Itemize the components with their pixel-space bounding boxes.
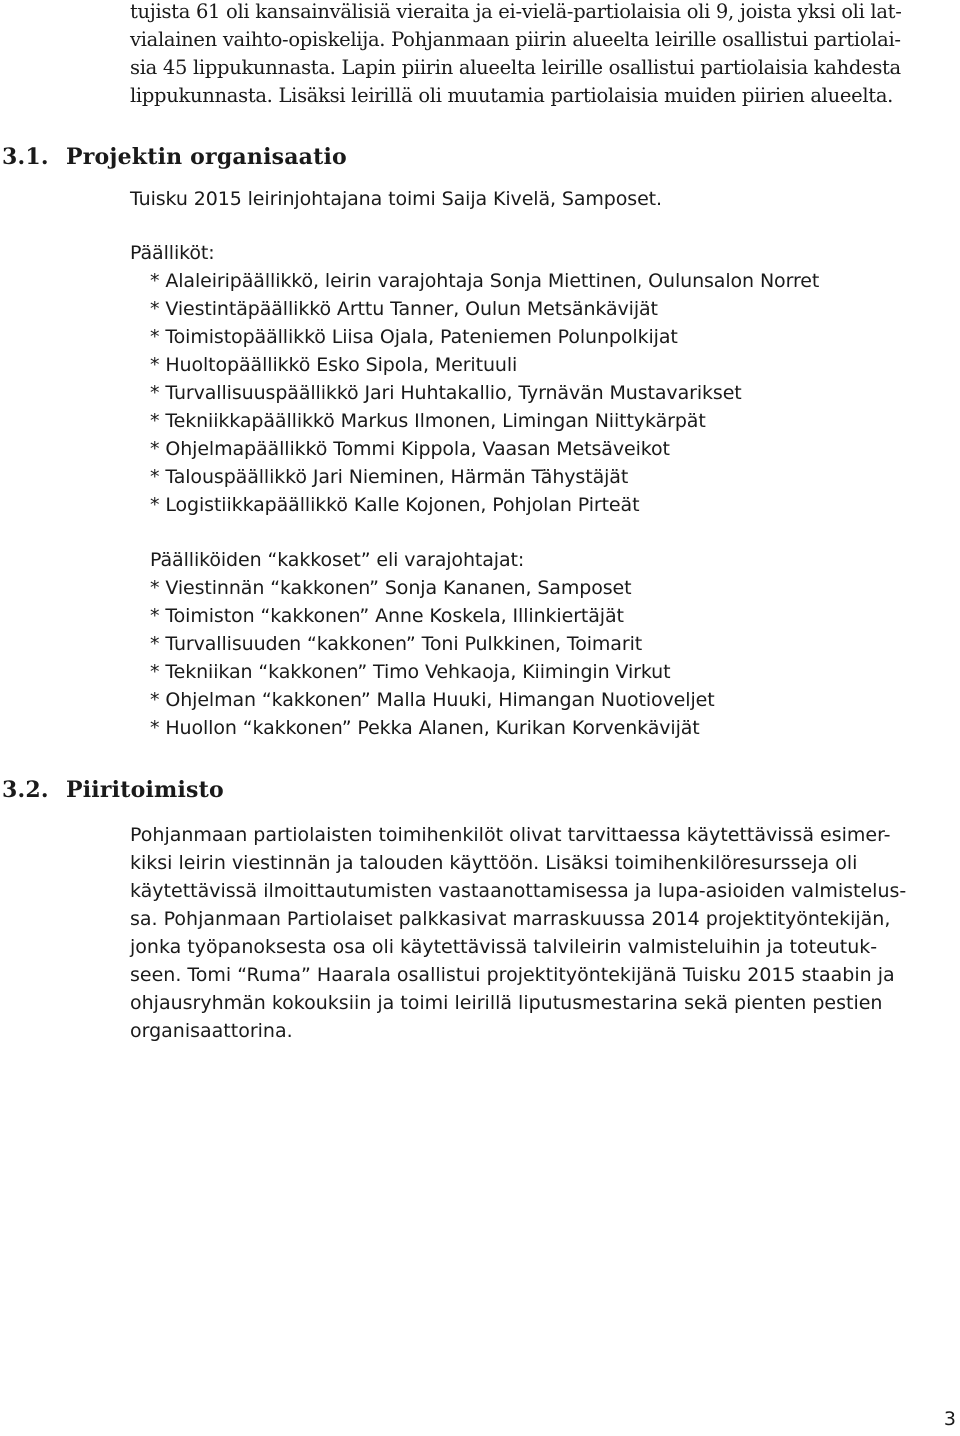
camp-leader-line: Tuisku 2015 leirinjohtajana toimi Saija Kivelä, Samposet. [130, 188, 662, 210]
list-item: * Alaleiripäällikkö, leirin varajohtaja Sonja Miettinen, Oulunsalon Norret [150, 270, 820, 292]
list-item: * Logistiikkapäällikkö Kalle Kojonen, Pohjolan Pirteät [150, 494, 640, 516]
section-heading-3-2 [0, 777, 224, 803]
section-number: 3.1. [2, 144, 49, 170]
chiefs-heading: Päälliköt: [130, 242, 215, 264]
list-item: * Tekniikan “kakkonen” Timo Vehkaoja, Kiimingin Virkut [150, 661, 671, 683]
paragraph-line: Pohjanmaan partiolaisten toimihenkilöt olivat tarvittaessa käytettävissä esimer- [130, 824, 891, 846]
paragraph-line: käytettävissä ilmoittautumisten vastaanottamisessa ja lupa-asioiden valmistelus- [130, 880, 907, 902]
paragraph-line: sa. Pohjanmaan Partiolaiset palkkasivat marraskuussa 2014 projektityöntekijän, [130, 908, 891, 930]
deputies-heading: Päälliköiden “kakkoset” eli varajohtajat: [150, 549, 525, 571]
paragraph-line: kiksi leirin viestinnän ja talouden käyttöön. Lisäksi toimihenkilöresursseja oli [130, 852, 858, 874]
section-number: 3.2. [2, 777, 49, 803]
intro-line: tujista 61 oli kansainvälisiä vieraita ja ei-vielä-partiolaisia oli 9, joista yksi oli lat- [130, 0, 902, 23]
intro-line: sia 45 lippukunnasta. Lapin piirin alueelta leirille osallistui partiolaisia kahdesta [130, 56, 901, 79]
list-item: * Turvallisuuspäällikkö Jari Huhtakallio, Tyrnävän Mustavarikset [150, 382, 742, 404]
intro-line: lippukunnasta. Lisäksi leirillä oli muutamia partiolaisia muiden piirien alueelta. [130, 84, 894, 107]
list-item: * Ohjelman “kakkonen” Malla Huuki, Himangan Nuotioveljet [150, 689, 715, 711]
paragraph-line: seen. Tomi “Ruma” Haarala osallistui projektityöntekijänä Tuisku 2015 staabin ja [130, 964, 895, 986]
list-item: * Turvallisuuden “kakkonen” Toni Pulkkinen, Toimarit [150, 633, 643, 655]
section-title: Piiritoimisto [66, 777, 224, 803]
list-item: * Talouspäällikkö Jari Nieminen, Härmän Tähystäjät [150, 466, 629, 488]
list-item: * Toimistopäällikkö Liisa Ojala, Pateniemen Polunpolkijat [150, 326, 678, 348]
list-item: * Ohjelmapäällikkö Tommi Kippola, Vaasan Metsäveikot [150, 438, 670, 460]
paragraph-line: ohjausryhmän kokouksiin ja toimi leirillä liputusmestarina sekä pienten pestien [130, 992, 883, 1014]
paragraph-line: jonka työpanoksesta osa oli käytettävissä talvileirin valmisteluihin ja toteutuk- [130, 936, 878, 958]
list-item: * Toimiston “kakkonen” Anne Koskela, Illinkiertäjät [150, 605, 624, 627]
page-number: 3 [943, 1408, 956, 1430]
section-heading-3-1 [0, 144, 347, 170]
list-item: * Huollon “kakkonen” Pekka Alanen, Kurikan Korvenkävijät [150, 717, 700, 739]
list-item: * Tekniikkapäällikkö Markus Ilmonen, Limingan Niittykärpät [150, 410, 706, 432]
paragraph-line: organisaattorina. [130, 1020, 293, 1042]
list-item: * Viestintäpäällikkö Arttu Tanner, Oulun Metsänkävijät [150, 298, 658, 320]
list-item: * Viestinnän “kakkonen” Sonja Kananen, Samposet [150, 577, 632, 599]
section-title: Projektin organisaatio [66, 144, 347, 170]
list-item: * Huoltopäällikkö Esko Sipola, Merituuli [150, 354, 518, 376]
intro-line: vialainen vaihto-opiskelija. Pohjanmaan piirin alueelta leirille osallistui partiolai- [130, 28, 901, 51]
